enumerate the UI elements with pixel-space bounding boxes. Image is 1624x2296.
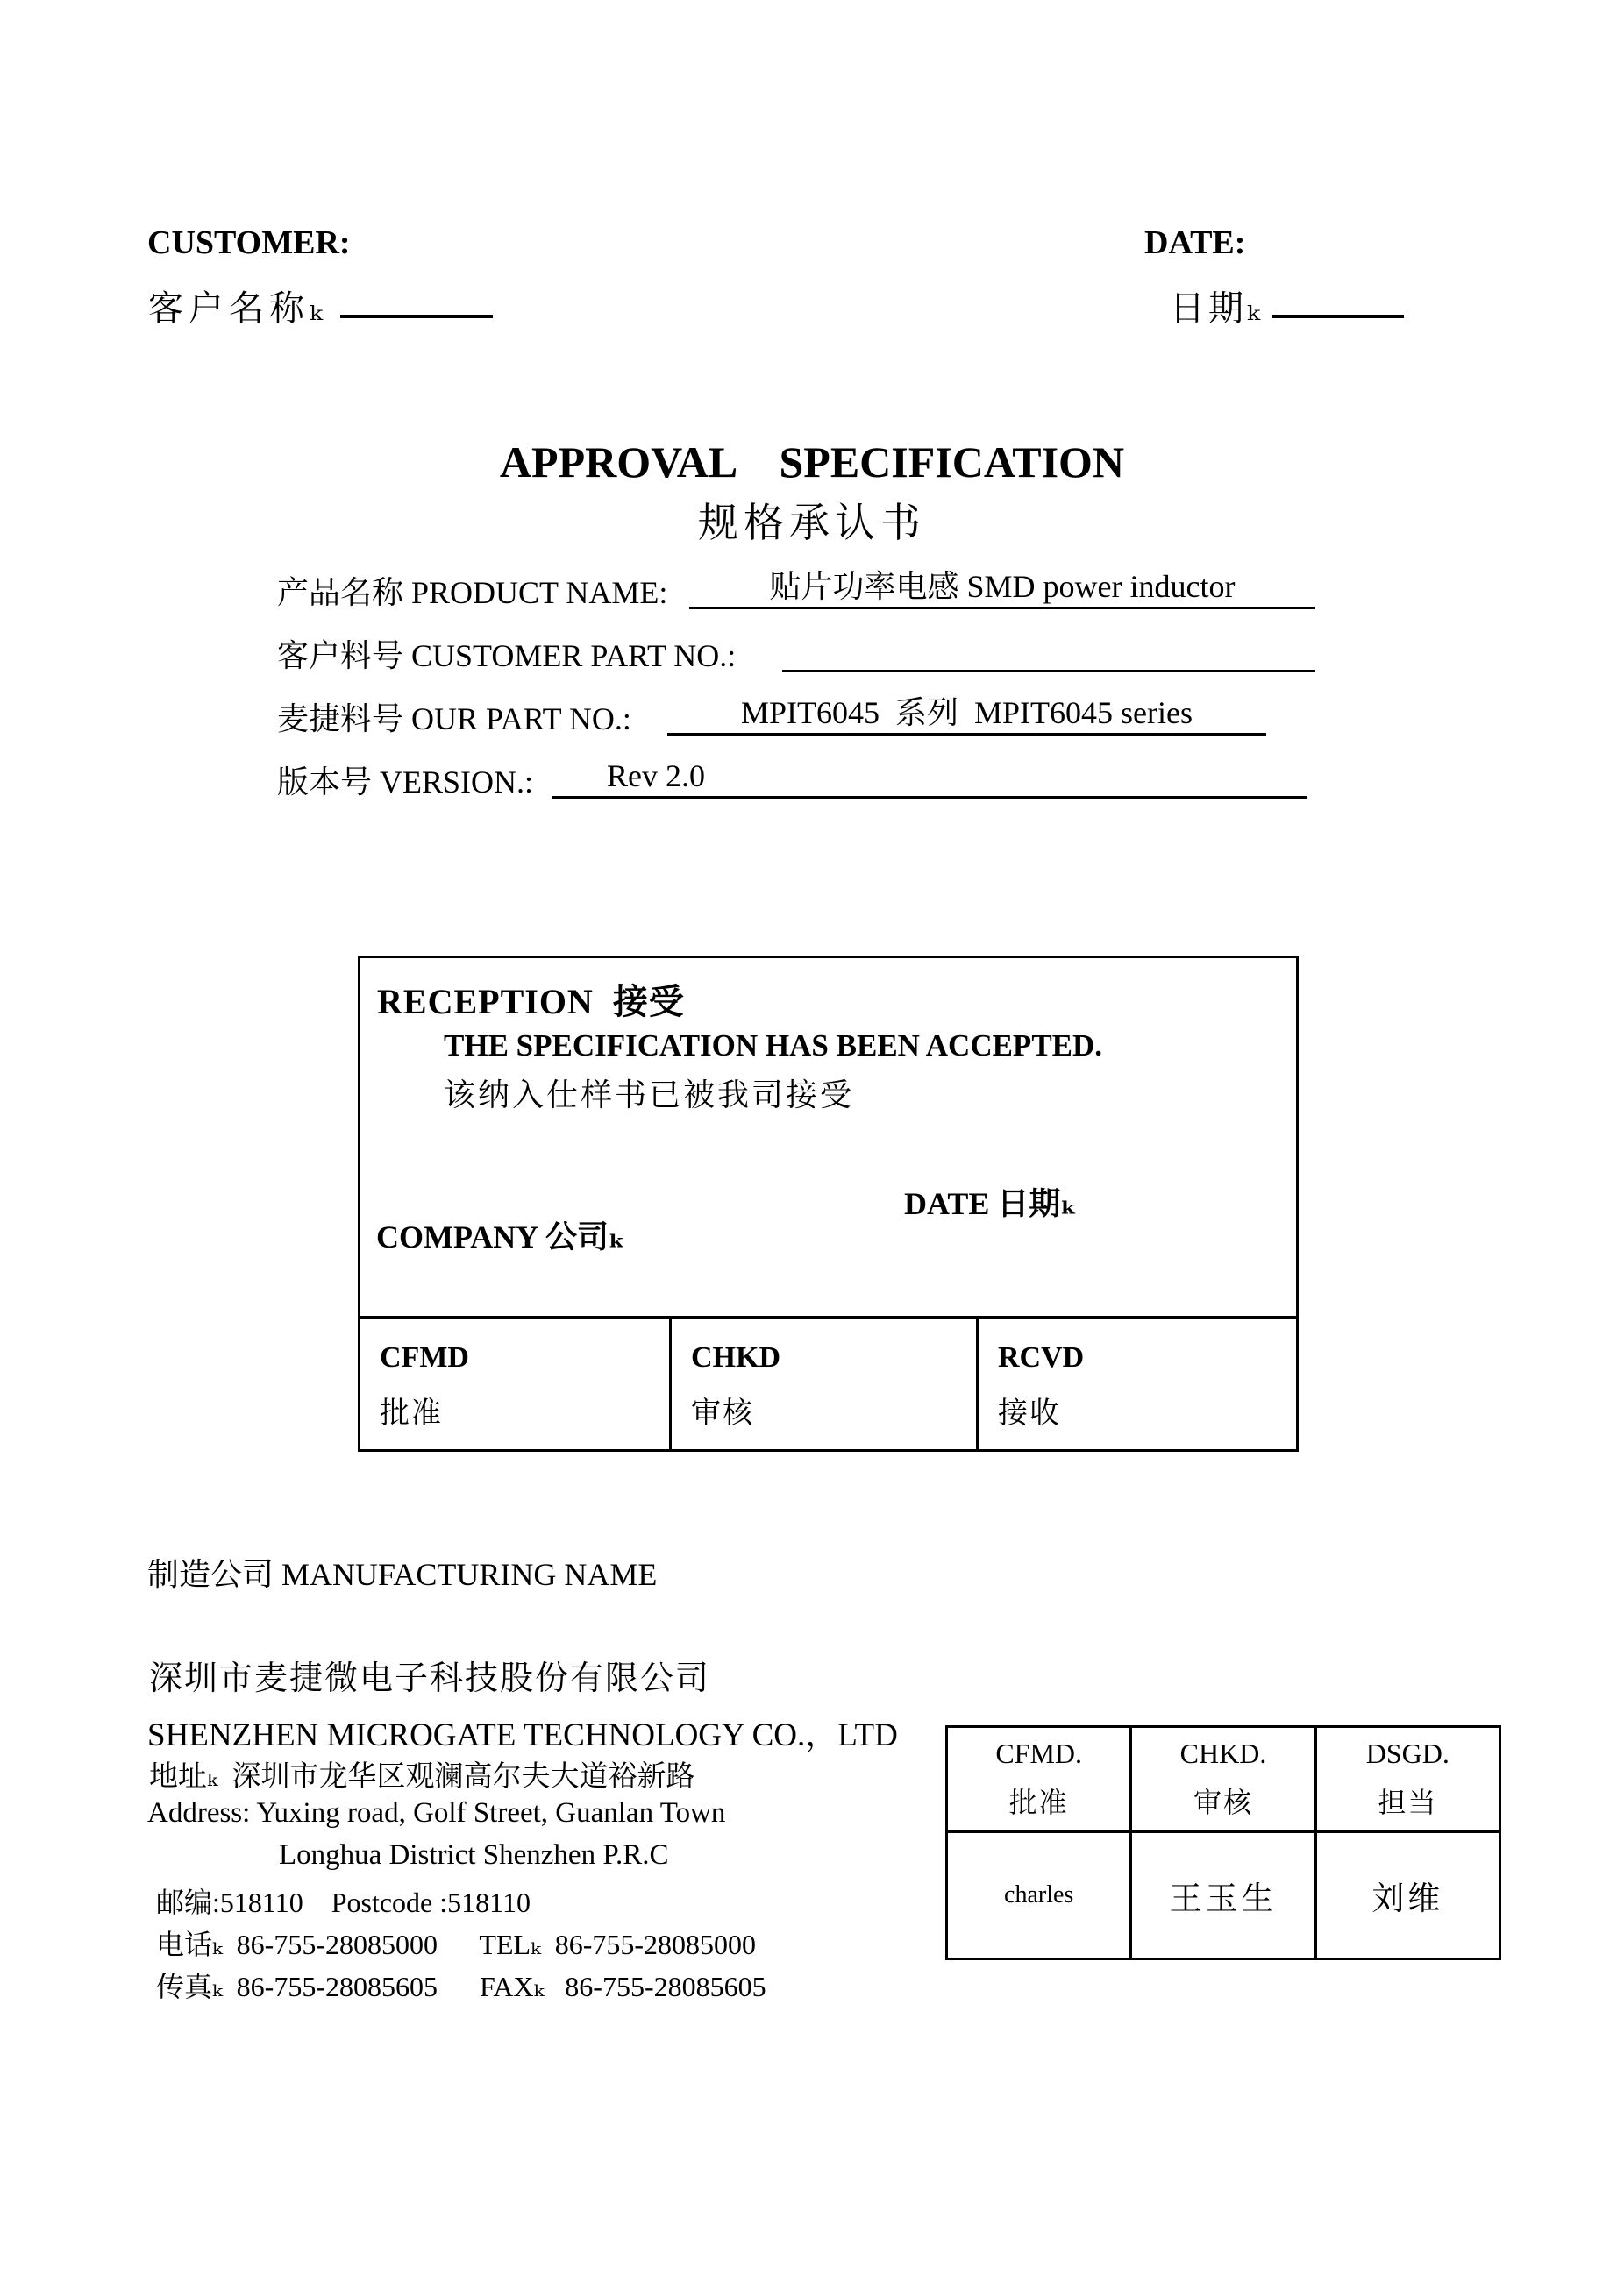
product-name-value: 贴片功率电感 SMD power inductor xyxy=(689,565,1315,609)
customer-name-blank-underline xyxy=(340,281,493,318)
approval-header-chkd-en: CHKD. xyxy=(1179,1738,1267,1769)
signoff-rcvd-en: RCVD xyxy=(998,1341,1085,1374)
reception-date-label: DATE 日期ₖ xyxy=(904,1186,1078,1221)
signer-cell-chkd xyxy=(1129,1833,1314,1958)
approval-table-header-row xyxy=(948,1728,1499,1833)
manufacturer-address-en-line2: Longhua District Shenzhen P.R.C xyxy=(279,1839,669,1871)
approval-header-dsgd xyxy=(1314,1728,1499,1830)
date-label: DATE: xyxy=(1144,224,1246,261)
date-cn-label: 日期ₖ xyxy=(1170,288,1264,328)
signoff-cell-chkd xyxy=(669,1319,976,1449)
version-value: Rev 2.0 xyxy=(552,755,1307,799)
reception-signoff-row xyxy=(360,1316,1296,1449)
manufacturing-name-heading: 制造公司 MANUFACTURING NAME xyxy=(147,1557,658,1592)
approval-header-chkd-cn: 审核 xyxy=(1193,1787,1253,1818)
customer-part-no-value xyxy=(782,629,1315,672)
customer-label: CUSTOMER: xyxy=(147,224,351,261)
signoff-cell-rcvd xyxy=(976,1319,1296,1449)
approval-table-signer-row xyxy=(948,1833,1499,1958)
document-title-cn: 规格承认书 xyxy=(698,501,926,545)
approval-header-cfmd-en: CFMD. xyxy=(995,1738,1083,1769)
signer-chkd-name: 王玉生 xyxy=(1169,1881,1278,1917)
signer-cfmd-name: charles xyxy=(1004,1881,1074,1909)
signer-dsgd-name: 刘维 xyxy=(1371,1881,1444,1917)
reception-company-label: COMPANY 公司ₖ xyxy=(376,1219,625,1255)
approval-header-cfmd-cn: 批准 xyxy=(1008,1787,1069,1818)
approval-header-dsgd-cn: 担当 xyxy=(1378,1787,1438,1818)
signoff-cfmd-cn: 批准 xyxy=(380,1397,443,1430)
manufacturer-address-en-line1: Address: Yuxing road, Golf Street, Guanlan Town xyxy=(147,1797,726,1829)
postcode-line: 邮编:518110 Postcode :518110 xyxy=(156,1887,531,1918)
manufacturer-address-cn: 地址ₖ 深圳市龙华区观澜高尔夫大道裕新路 xyxy=(149,1761,695,1793)
acceptance-statement-en: THE SPECIFICATION HAS BEEN ACCEPTED. xyxy=(444,1028,1103,1063)
signer-cell-cfmd xyxy=(948,1833,1129,1958)
signer-cell-dsgd xyxy=(1314,1833,1499,1958)
product-name-label: 产品名称 PRODUCT NAME: xyxy=(277,575,668,610)
date-blank-underline xyxy=(1272,281,1404,318)
signoff-rcvd-cn: 接收 xyxy=(998,1397,1061,1430)
approval-header-dsgd-en: DSGD. xyxy=(1365,1738,1449,1769)
our-part-no-value: MPIT6045 系列 MPIT6045 series xyxy=(667,692,1266,736)
our-part-no-label: 麦捷料号 OUR PART NO.: xyxy=(277,701,631,736)
manufacturer-company-cn: 深圳市麦捷微电子科技股份有限公司 xyxy=(149,1660,711,1697)
telephone-line: 电话ₖ 86-755-28085000 TELₖ 86-755-28085000 xyxy=(156,1929,757,1960)
signoff-chkd-cn: 审核 xyxy=(691,1397,754,1430)
customer-part-no-label: 客户料号 CUSTOMER PART NO.: xyxy=(277,638,737,673)
customer-name-cn-label: 客户名称ₖ xyxy=(148,288,328,328)
version-label: 版本号 VERSION.: xyxy=(277,764,534,800)
manufacturer-company-en: SHENZHEN MICROGATE TECHNOLOGY CO.，LTD xyxy=(147,1717,898,1753)
document-title-en: APPROVAL SPECIFICATION xyxy=(499,437,1125,487)
signoff-chkd-en: CHKD xyxy=(691,1341,780,1374)
fax-line: 传真ₖ 86-755-28085605 FAXₖ 86-755-28085605 xyxy=(156,1971,766,2002)
signoff-cfmd-en: CFMD xyxy=(380,1341,469,1374)
acceptance-statement-cn: 该纳入仕样书已被我司接受 xyxy=(444,1077,855,1112)
approval-header-cfmd xyxy=(948,1728,1129,1830)
reception-heading: RECEPTION 接受 xyxy=(377,982,685,1021)
approval-header-chkd xyxy=(1129,1728,1314,1830)
approval-signature-table xyxy=(945,1725,1501,1960)
reception-box xyxy=(358,956,1299,1452)
signoff-cell-cfmd xyxy=(360,1319,669,1449)
